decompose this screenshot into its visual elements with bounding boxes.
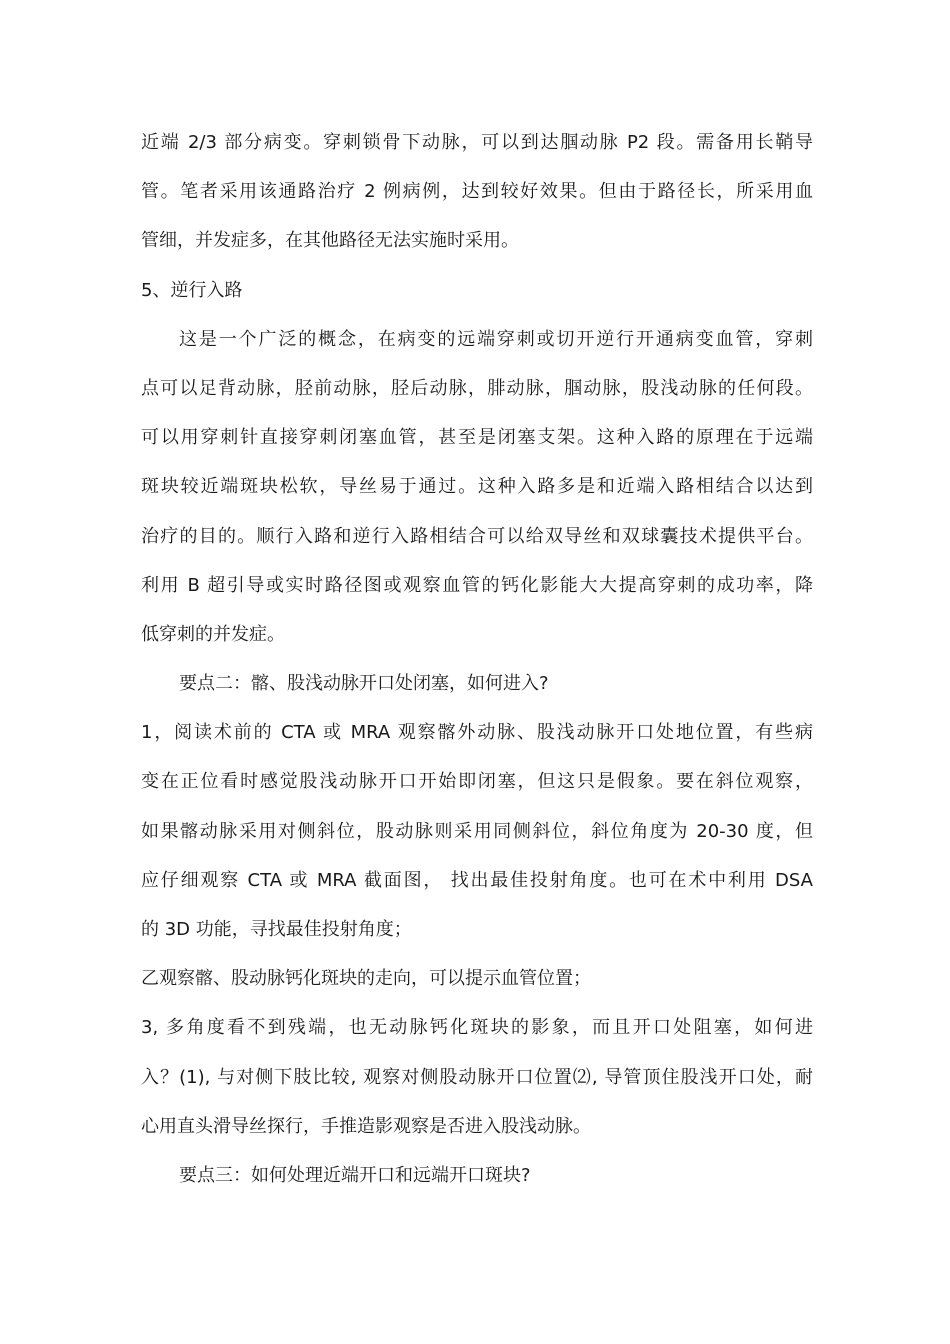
text-line: 要点二：髂、股浅动脉开口处闭塞，如何进入?: [179, 673, 549, 695]
text-line: 变在正位看时感觉股浅动脉开口开始即闭塞，但这只是假象。要在斜位观察，: [141, 771, 813, 793]
text-line: 的 3D 功能，寻找最佳投射角度；: [141, 919, 412, 940]
text-line: 这是一个广泛的概念，在病变的远端穿刺或切开逆行开通病变血管，穿刺: [179, 328, 813, 350]
text-line: 治疗的目的。顺行入路和逆行入路相结合可以给双导丝和双球囊技术提供平台。: [141, 525, 813, 547]
text-line: 5、逆行入路: [141, 279, 243, 301]
text-line: 斑块较近端斑块松软，导丝易于通过。这种入路多是和近端入路相结合以达到: [141, 476, 813, 498]
text-line: 可以用穿刺针直接穿刺闭塞血管，甚至是闭塞支架。这种入路的原理在于远端: [141, 427, 813, 449]
text-line: 管细，并发症多，在其他路径无法实施时采用。: [141, 230, 519, 252]
text-line: 低穿刺的并发症。: [141, 623, 285, 645]
text-line: 1，阅读术前的 CTA 或 MRA 观察髂外动脉、股浅动脉开口处地位置，有些病: [141, 722, 813, 744]
text-line: 3, 多角度看不到残端，也无动脉钙化斑块的影象，而且开口处阻塞，如何进: [141, 1017, 813, 1039]
body-text: [141, 118, 813, 1200]
text-line: 入？(1), 与对侧下肢比较, 观察对侧股动脉开口位置⑵, 导管顶住股浅开口处，耐: [141, 1066, 813, 1088]
text-line: 心用直头滑导丝探行，手推造影观察是否进入股浅动脉。: [141, 1115, 591, 1137]
text-line: 利用 B 超引导或实时路径图或观察血管的钙化影能大大提高穿刺的成功率，降: [141, 574, 813, 596]
text-line: 管。笔者采用该通路治疗 2 例病例，达到较好效果。但由于路径长，所采用血: [141, 181, 813, 203]
text-line: 要点三：如何处理近端开口和远端开口斑块?: [179, 1164, 531, 1186]
text-line: 近端 2/3 部分病变。穿刺锁骨下动脉，可以到达腘动脉 P2 段。需备用长鞘导: [141, 132, 813, 153]
text-line: 如果髂动脉采用对侧斜位，股动脉则采用同侧斜位，斜位角度为 20-30 度，但: [141, 820, 813, 842]
text-line: 点可以足背动脉，胫前动脉，胫后动脉，腓动脉，腘动脉，股浅动脉的任何段。: [141, 377, 813, 399]
text-line: 应仔细观察 CTA 或 MRA 截面图， 找出最佳投射角度。也可在术中利用 DSA: [141, 869, 813, 891]
text-line: 乙观察髂、股动脉钙化斑块的走向，可以提示血管位置；: [141, 968, 591, 990]
